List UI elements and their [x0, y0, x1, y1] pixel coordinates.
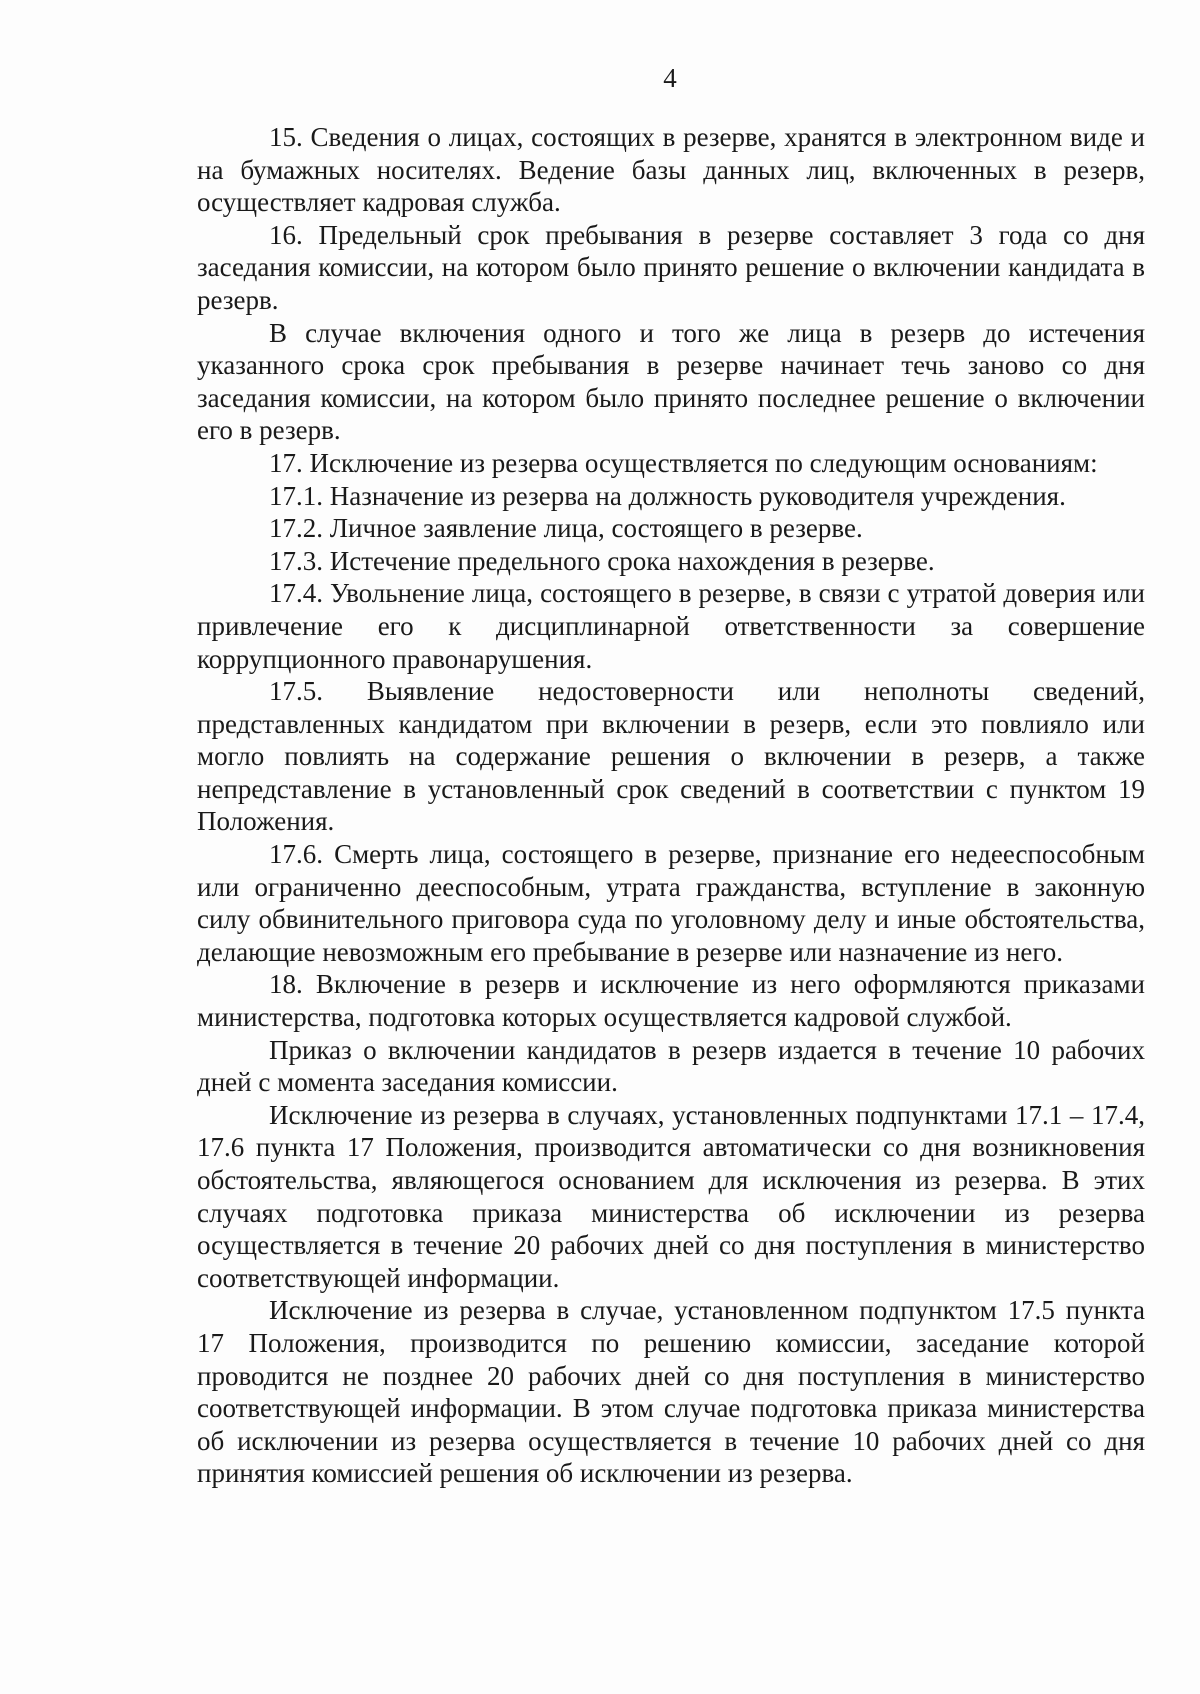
paragraph-17: 17. Исключение из резерва осуществляется по следующим основаниям: — [269, 447, 1098, 478]
paragraph-17-6: 17.6. Смерть лица, состоящего в резерве, признание его недееспособным или ограниченно дееспособным, утрата гражданства, вступление в законную силу обвинительного приговора суда по уголовному делу и иные обстоятельства, делающие невозможным его пребывание в резерве или назначение из него. — [197, 839, 1145, 967]
paragraph-18-automatic-exclusion: Исключение из резерва в случаях, установленных подпунктами 17.1 – 17.4, 17.6 пункта 17 Положения, производится автоматически со дня возникновения обстоятельства, являющегося основанием для исключения из резерва. В этих случаях подготовка приказа министерства об исключении из резерва осуществляется в течение 20 рабочих дней со дня поступления в министерство соответствующей информации. — [197, 1099, 1145, 1293]
paragraph-18-order: Приказ о включении кандидатов в резерв издается в течение 10 рабочих дней с момента заседания комиссии. — [197, 1034, 1145, 1098]
paragraph-17-4: 17.4. Увольнение лица, состоящего в резерве, в связи с утратой доверия или привлечение его к дисциплинарной ответственности за совершение коррупционного правонарушения. — [197, 578, 1145, 674]
paragraph-16-continued: В случае включения одного и того же лица в резерв до истечения указанного срока срок пребывания в резерве начинает течь заново со дня заседания комиссии, на котором было принято последнее решение о включении его в резерв. — [197, 317, 1145, 446]
paragraph-16: 16. Предельный срок пребывания в резерве составляет 3 года со дня заседания комиссии, на котором было принято решение о включении кандидата в резерв. — [197, 219, 1145, 315]
page-number: 4 — [663, 63, 677, 93]
paragraph-18: 18. Включение в резерв и исключение из него оформляются приказами министерства, подготовка которых осуществляется кадровой службой. — [197, 969, 1145, 1033]
paragraph-17-3: 17.3. Истечение предельного срока нахождения в резерве. — [269, 545, 935, 576]
paragraph-17-5: 17.5. Выявление недостоверности или неполноты сведений, представленных кандидатом при включении в резерв, если это повлияло или могло повлиять на содержание решения о включении в резерв, а также непредставление в установленный срок сведений в соответствии с пунктом 19 Положения. — [197, 676, 1145, 837]
document-body — [197, 121, 1145, 1490]
paragraph-15: 15. Сведения о лицах, состоящих в резерве, хранятся в электронном виде и на бумажных носителях. Ведение базы данных лиц, включенных в резерв, осуществляет кадровая служба. — [197, 122, 1145, 218]
paragraph-17-2: 17.2. Личное заявление лица, состоящего в резерве. — [269, 513, 863, 544]
paragraph-17-1: 17.1. Назначение из резерва на должность руководителя учреждения. — [269, 480, 1066, 511]
paragraph-18-commission-exclusion: Исключение из резерва в случае, установленном подпунктом 17.5 пункта 17 Положения, производится по решению комиссии, заседание которой проводится не позднее 20 рабочих дней со дня поступления в министерство соответствующей информации. В этом случае подготовка приказа министерства об исключении из резерва осуществляется в течение 10 рабочих дней со дня принятия комиссией решения об исключении из резерва. — [197, 1295, 1145, 1489]
